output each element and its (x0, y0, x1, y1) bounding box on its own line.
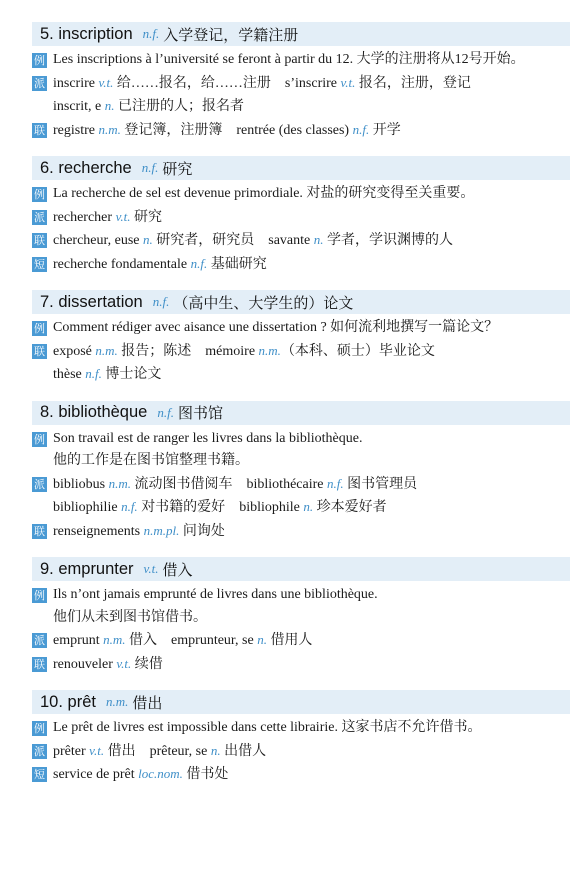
related-line (32, 520, 570, 544)
related-words (53, 520, 225, 544)
derived-words (53, 740, 266, 764)
example-translation: 他的工作是在图书馆整理书籍。 (53, 453, 249, 468)
word-gloss: 图书管理员 (343, 476, 418, 492)
derived-tag-icon: 派 (34, 744, 45, 758)
word-term: service de prêt (53, 767, 139, 782)
word-gloss: 基础研究 (207, 256, 267, 272)
derived-tag-icon: 派 (34, 477, 45, 491)
word-pos: n.m. (108, 475, 132, 491)
word-gloss: 问询处 (179, 523, 225, 539)
related-tag-icon: 联 (34, 123, 45, 137)
headword-gloss: 研究 (162, 161, 193, 178)
word-term: chercheur, euse (53, 233, 143, 248)
entry-heading (32, 401, 570, 425)
entry-heading (32, 156, 570, 180)
example-line (32, 183, 570, 206)
word-pos: v.t. (89, 742, 105, 758)
word-term: inscrire (53, 75, 99, 91)
related-tag-icon: 联 (34, 344, 45, 358)
word-pos: n. (313, 232, 324, 247)
vocab-entry (32, 290, 570, 387)
derived-line (32, 72, 570, 96)
word-pos: n.m. (98, 121, 121, 137)
word-term: recherche fondamentale (53, 256, 191, 272)
related-tag-icon: 联 (34, 524, 45, 538)
derived-line (32, 95, 570, 119)
word-pos: loc.nom. (138, 766, 183, 781)
example-text: La recherche de sel est devenue primordiale. 对盐的研究变得至关重要。 (53, 186, 475, 201)
word-gloss: 报名，注册，登记 (355, 75, 471, 91)
word-gloss: 研究者，研究员 (152, 233, 255, 248)
word-term: savante (268, 233, 314, 248)
derived-words (53, 72, 471, 96)
word-gloss: 流动图书借阅车 (131, 476, 233, 492)
headword: 7. dissertation (40, 292, 143, 311)
derived-line (32, 206, 570, 230)
entry-heading (32, 557, 570, 581)
related-words (53, 653, 163, 677)
word-gloss: 珍本爱好者 (313, 500, 387, 515)
example-text: Le prêt de livres est impossible dans cette librairie. 这家书店不允许借书。 (53, 720, 482, 735)
word-term: bibliobus (53, 476, 109, 492)
phrase-tag-icon: 短 (34, 257, 45, 271)
derived-tag-icon: 派 (34, 76, 45, 90)
word-term: rentrée (des classes) (236, 122, 353, 138)
word-term: renseignements (53, 523, 144, 539)
vocab-entry (32, 401, 570, 544)
phrase-words (53, 253, 267, 277)
word-gloss: 对书籍的爱好 (137, 500, 226, 515)
entry-heading (32, 22, 570, 46)
derived-line (32, 473, 570, 497)
headword-gloss: 借入 (162, 562, 193, 579)
word-gloss: 研究 (130, 209, 162, 225)
word-term: bibliothécaire (246, 476, 327, 492)
part-of-speech: n.f. (152, 294, 170, 309)
related-line (32, 653, 570, 677)
word-term: rechercher (53, 209, 116, 225)
derived-tag-icon: 派 (34, 634, 45, 647)
word-pos: n.f. (190, 255, 208, 271)
example-tag-icon: 例 (34, 188, 45, 201)
word-gloss: 借入 (125, 633, 158, 648)
word-pos: n. (143, 232, 153, 247)
word-pos: v.t. (115, 208, 131, 224)
derived-line (32, 740, 570, 764)
word-term: registre (53, 122, 99, 138)
word-gloss: 借书处 (182, 767, 229, 782)
related-tag-icon: 联 (34, 234, 45, 247)
example-tag-icon: 例 (34, 322, 45, 335)
example-line (32, 49, 570, 72)
word-term: emprunteur, se (171, 633, 258, 648)
related-line (32, 119, 570, 143)
word-gloss: 借出 (104, 743, 136, 759)
word-pos: v.t. (340, 74, 356, 90)
word-pos: n.m.pl. (143, 522, 180, 538)
word-pos: n.f. (121, 499, 138, 514)
word-gloss: 出借人 (220, 743, 267, 759)
example-tag-icon: 例 (34, 432, 45, 446)
related-line (32, 229, 570, 253)
related-words (53, 367, 161, 382)
example-tag-icon: 例 (34, 54, 45, 67)
example-text: Comment rédiger avec aisance une dissertation ? 如何流利地撰写一篇论文？ (53, 320, 499, 335)
example-tag-icon: 例 (34, 722, 45, 735)
word-term: prêteur, se (149, 743, 211, 759)
part-of-speech: v.t. (143, 561, 159, 576)
word-term: emprunt (53, 633, 104, 648)
word-term: bibliophile (239, 500, 304, 515)
phrase-line (32, 253, 570, 277)
related-words (53, 340, 435, 364)
word-pos: n. (104, 98, 115, 113)
related-words (53, 119, 401, 143)
derived-tag-icon: 派 (34, 210, 45, 224)
vocab-entry (32, 690, 570, 787)
phrase-line (32, 763, 570, 787)
derived-words (53, 629, 312, 653)
part-of-speech: n.f. (157, 404, 174, 420)
derived-line (32, 629, 570, 653)
word-pos: n. (210, 742, 221, 758)
vocab-entry (32, 22, 570, 142)
word-term: thèse (53, 367, 86, 382)
part-of-speech: n.f. (141, 160, 159, 175)
word-term: mémoire (205, 343, 259, 359)
related-line (32, 340, 570, 364)
word-pos: n.f. (352, 121, 370, 137)
word-term: inscrit, e (53, 99, 105, 114)
vocab-entry (32, 156, 570, 276)
word-pos: n.m. (95, 342, 118, 358)
word-pos: v.t. (98, 74, 114, 90)
word-gloss: 博士论文 (101, 367, 162, 382)
word-pos: n.m. (103, 632, 126, 647)
derived-words (53, 206, 162, 230)
example-tag-icon: 例 (34, 589, 45, 602)
headword: 10. prêt (40, 692, 96, 711)
headword-gloss: 入学登记，学籍注册 (163, 27, 299, 44)
example-text: Les inscriptions à l’université se feront à partir du 12. 大学的注册将从12号开始。 (53, 52, 525, 67)
word-gloss: 续借 (131, 656, 163, 672)
related-tag-icon: 联 (34, 657, 45, 671)
phrase-words (53, 763, 228, 787)
word-term: renouveler (53, 656, 117, 672)
vocabulary-page (32, 22, 570, 801)
headword: 6. recherche (40, 158, 132, 177)
word-term: bibliophilie (53, 500, 122, 515)
related-words (53, 229, 453, 253)
related-line (32, 363, 570, 387)
headword: 8. bibliothèque (40, 403, 148, 421)
headword-gloss: 借出 (132, 695, 163, 712)
word-pos: n.f. (85, 366, 102, 381)
entry-heading (32, 690, 570, 714)
word-pos: n. (303, 499, 314, 514)
word-gloss: 学者，学识渊博的人 (323, 233, 453, 248)
part-of-speech: n.f. (142, 26, 160, 41)
word-gloss: （本科、硕士）毕业论文 (280, 343, 435, 359)
example-line (32, 428, 570, 451)
derived-words (53, 99, 244, 114)
example-line (32, 584, 570, 607)
example-text: Son travail est de ranger les livres dans la bibliothèque. (53, 430, 363, 446)
word-pos: n. (257, 632, 267, 647)
headword: 5. inscription (40, 24, 133, 43)
example-text: Ils n’ont jamais emprunté de livres dans une bibliothèque. (53, 587, 378, 602)
derived-words (53, 473, 417, 497)
word-pos: n.m. (258, 342, 281, 358)
word-pos: n.f. (326, 475, 344, 491)
word-term: exposé (53, 343, 96, 359)
word-gloss: 登记簿，注册簿 (120, 122, 223, 138)
headword: 9. emprunter (40, 559, 134, 578)
phrase-tag-icon: 短 (34, 768, 45, 781)
word-gloss: 借用人 (266, 633, 313, 648)
word-gloss: 已注册的人；报名者 (114, 99, 244, 114)
example-line (32, 317, 570, 340)
headword-gloss: （高中生、大学生的）论文 (173, 295, 354, 312)
headword-gloss: 图书馆 (177, 406, 223, 422)
derived-line (32, 496, 570, 520)
word-pos: v.t. (116, 655, 132, 671)
word-gloss: 开学 (369, 122, 401, 138)
word-gloss: 给……报名，给……注册 (113, 75, 271, 91)
word-term: prêter (53, 743, 90, 759)
entry-heading (32, 290, 570, 314)
vocab-entry (32, 557, 570, 676)
example-translation: 他们从未到图书馆借书。 (53, 609, 207, 625)
derived-words (53, 500, 387, 515)
example-line (32, 717, 570, 740)
part-of-speech: n.m. (105, 694, 129, 709)
word-gloss: 报告；陈述 (117, 343, 192, 359)
word-term: s’inscrire (284, 75, 341, 91)
